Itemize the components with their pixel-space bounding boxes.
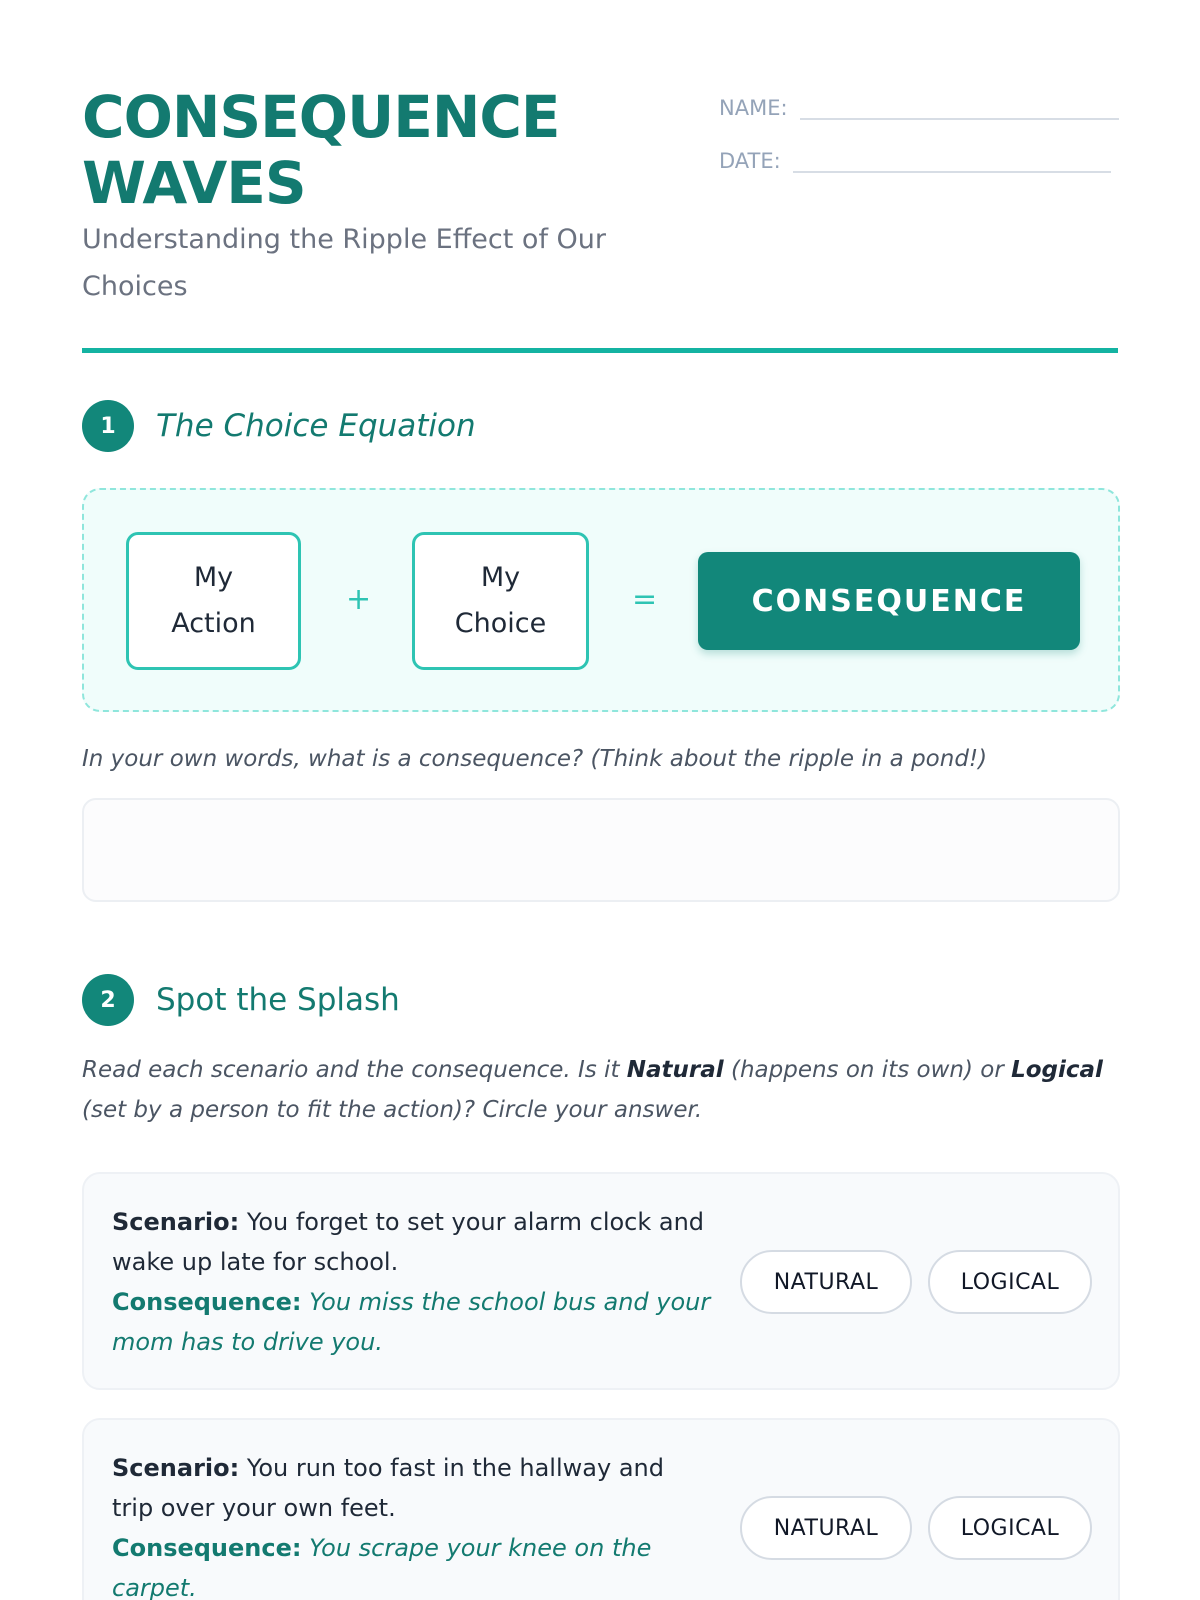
instructions-part-1: Read each scenario and the consequence. Is it [82, 1057, 627, 1083]
definition-answer-box[interactable] [82, 798, 1120, 902]
consequence-label: Consequence: [112, 1288, 302, 1316]
instructions-natural: Natural [626, 1057, 724, 1083]
natural-option-button[interactable]: NATURAL [740, 1496, 912, 1560]
plus-sign: + [346, 582, 372, 617]
name-field[interactable] [800, 92, 1119, 120]
name-label: NAME: [719, 96, 788, 120]
section-2-title: Spot the Splash [156, 982, 400, 1018]
scenario-card [82, 1172, 1120, 1390]
scenario-label: Scenario: [112, 1208, 240, 1236]
name-field-row [719, 84, 1119, 120]
section-1-title: The Choice Equation [156, 408, 476, 444]
instructions-logical: Logical [1011, 1057, 1103, 1083]
my-choice-line-1: My [480, 562, 521, 593]
page-title [82, 84, 642, 216]
scenario-card [82, 1418, 1120, 1600]
consequence-result-card: CONSEQUENCE [698, 552, 1080, 650]
header-divider [82, 348, 1118, 353]
scenario-description: You forget to set your alarm clock and wake up late for school. [112, 1208, 705, 1276]
natural-option-button[interactable]: NATURAL [740, 1250, 912, 1314]
date-label: DATE: [719, 149, 781, 173]
section-2-instructions [82, 1050, 1122, 1130]
date-field[interactable] [793, 145, 1111, 173]
instructions-part-3: (set by a person to fit the action)? Circle your answer. [82, 1097, 703, 1123]
logical-option-button[interactable]: LOGICAL [928, 1250, 1092, 1314]
my-choice-line-2: Choice [454, 608, 547, 639]
scenario-label: Scenario: [112, 1454, 240, 1482]
scenario-text-block [112, 1448, 712, 1600]
scenario-description: You run too fast in the hallway and trip over your own feet. [112, 1454, 664, 1522]
title-line-1: CONSEQUENCE [82, 83, 560, 151]
student-fields [719, 84, 1119, 190]
instructions-part-2: (happens on its own) or [723, 1057, 1012, 1083]
my-action-line-2: Action [171, 608, 256, 639]
my-action-line-1: My [193, 562, 234, 593]
consequence-description: You miss the school bus and your mom has to drive you. [112, 1288, 711, 1356]
title-line-2: WAVES [82, 149, 306, 217]
choice-equation [82, 488, 1120, 712]
logical-option-button[interactable]: LOGICAL [928, 1496, 1092, 1560]
my-action-card [126, 532, 301, 670]
section-2-heading [82, 974, 400, 1026]
worksheet-header [82, 0, 1118, 356]
definition-prompt: In your own words, what is a consequence? (Think about the ripple in a pond!) [82, 746, 988, 772]
date-field-row [719, 137, 1119, 173]
scenario-text-block [112, 1202, 712, 1362]
page-subtitle: Understanding the Ripple Effect of Our Choices [82, 224, 606, 302]
section-1-number-badge: 1 [82, 400, 134, 452]
section-2-number-badge: 2 [82, 974, 134, 1026]
consequence-description: You scrape your knee on the carpet. [112, 1534, 652, 1600]
equals-sign: = [632, 582, 658, 617]
section-1-heading [82, 400, 476, 452]
consequence-label: Consequence: [112, 1534, 302, 1562]
my-choice-card [412, 532, 589, 670]
